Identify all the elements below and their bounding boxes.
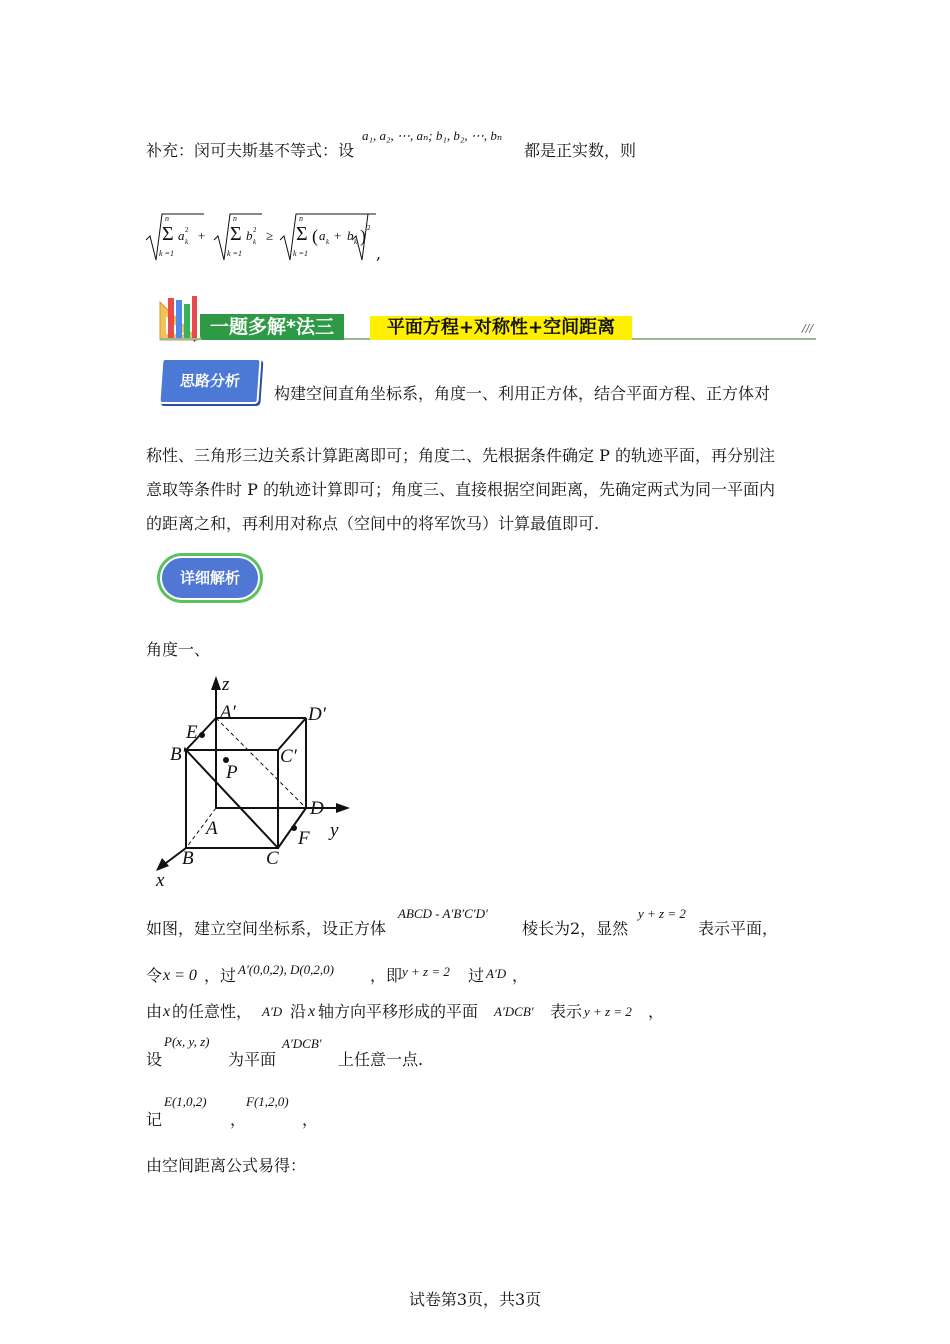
svg-text:k: k — [326, 238, 330, 246]
line4-text-c: 上任意一点. — [338, 1050, 424, 1069]
svg-text:k: k — [354, 238, 358, 246]
line5-text-a: 记 — [146, 1110, 163, 1129]
supplement-lead: 补充：闵可夫斯基不等式：设 — [146, 141, 355, 160]
line3-plane: A′DCB′ — [494, 1004, 534, 1019]
detail-tag: 详细解析 — [160, 556, 260, 600]
line3-text-e: 表示 — [550, 1002, 583, 1021]
line4-plane: A′DCB′ — [282, 1036, 322, 1051]
line3-text-d: 轴方向平移形成的平面 — [318, 1002, 479, 1021]
line2-text-a: 令 — [146, 966, 163, 985]
svg-text:Σ: Σ — [230, 223, 242, 245]
label-f: F — [298, 828, 310, 849]
svg-text:k: k — [253, 238, 257, 246]
line3-text-a: 由 — [146, 1002, 163, 1021]
banner-topic: 平面方程+对称性+空间距离 — [370, 316, 632, 340]
analysis-line-1: 构建空间直角坐标系，角度一、利用正方体，结合平面方程、正方体对 — [274, 384, 771, 403]
line5-point-f: F(1,2,0) — [246, 1094, 289, 1109]
line2-equation: y + z = 2 — [402, 964, 450, 979]
svg-text:≥: ≥ — [266, 228, 274, 243]
label-c-prime: C′ — [280, 746, 297, 767]
analysis-line-2: 称性、三角形三边关系计算距离即可；角度二、先根据条件确定 P 的轨迹平面，再分别注 — [146, 446, 775, 465]
label-d: D — [310, 798, 324, 819]
line6-text: 由空间距离公式易得： — [146, 1156, 307, 1175]
svg-text:Σ: Σ — [296, 223, 308, 245]
svg-text:+: + — [334, 228, 342, 243]
analysis-tag: 思路分析 — [158, 358, 261, 404]
cube-figure — [150, 668, 360, 890]
line3-x: x — [163, 1003, 171, 1020]
svg-text:k: k — [185, 238, 189, 246]
line3-x-axis: x — [308, 1003, 316, 1020]
label-z: z — [222, 674, 230, 695]
svg-text:b: b — [246, 228, 253, 243]
label-e: E — [186, 722, 198, 743]
line1-text-b: 棱长为2，显然 — [522, 919, 629, 938]
line3-text-c: 沿 — [290, 1002, 307, 1021]
line5-point-e: E(1,0,2) — [164, 1094, 207, 1109]
svg-text:(: ( — [312, 226, 318, 246]
line5-text-b: ， — [230, 1110, 247, 1129]
formula-comma: , — [376, 244, 382, 263]
label-b-prime: B′ — [170, 744, 186, 765]
svg-text:n: n — [233, 214, 237, 223]
line2-text-d: 过 — [468, 966, 485, 985]
analysis-line-3: 意取等条件时 P 的轨迹计算即可；角度三、直接根据空间距离，先确定两式为同一平面内 — [146, 480, 775, 499]
label-c: C — [266, 848, 279, 869]
svg-text:k =1: k =1 — [159, 249, 174, 258]
label-a-prime: A′ — [220, 702, 236, 723]
label-d-prime: D′ — [308, 704, 326, 725]
svg-text:b: b — [347, 228, 354, 243]
line1-cube: ABCD - A′B′C′D′ — [398, 906, 488, 921]
label-y: y — [330, 820, 339, 841]
svg-text:k =1: k =1 — [293, 249, 308, 258]
svg-text:+: + — [198, 228, 206, 243]
line3-segment: A′D — [262, 1004, 283, 1019]
line3-text-b: 的任意性， — [172, 1002, 253, 1021]
page-footer: 试卷第3页，共3页 — [408, 1290, 542, 1309]
svg-text:k =1: k =1 — [227, 249, 242, 258]
line2-points: A′(0,0,2), D(0,2,0) — [238, 962, 334, 977]
line3-text-f: ， — [648, 1002, 665, 1021]
line2-text-e: ， — [512, 966, 529, 985]
svg-text:2: 2 — [253, 226, 257, 234]
line3-equation: y + z = 2 — [584, 1004, 632, 1019]
analysis-line-4: 的距离之和，再利用对称点（空间中的将军饮马）计算最值即可. — [146, 514, 600, 533]
line2-segment: A′D — [486, 966, 507, 981]
svg-text:n: n — [299, 214, 303, 223]
angle-one-heading: 角度一、 — [146, 640, 211, 659]
supplement-tail: 都是正实数，则 — [524, 141, 637, 160]
label-x: x — [156, 870, 165, 890]
line4-point-p: P(x, y, z) — [164, 1034, 210, 1049]
svg-text:a: a — [178, 228, 185, 243]
line4-text-a: 设 — [146, 1050, 163, 1069]
line1-text-c: 表示平面， — [698, 919, 779, 938]
svg-text:n: n — [165, 214, 169, 223]
banner-slash: /// — [802, 322, 814, 335]
line1-text-a: 如图，建立空间坐标系，设正方体 — [146, 919, 387, 938]
svg-text:): ) — [360, 226, 366, 246]
svg-text:2: 2 — [185, 226, 189, 234]
line2-x-zero: x = 0 — [163, 967, 197, 984]
label-b: B — [182, 848, 194, 869]
minkowski-formula — [144, 206, 394, 266]
label-a: A — [206, 818, 218, 839]
banner-method: 一题多解*法三 — [200, 314, 344, 340]
line1-equation: y + z = 2 — [638, 906, 686, 921]
svg-text:2: 2 — [367, 224, 371, 232]
line2-text-c: ，即 — [370, 966, 403, 985]
supplement-sequence: a₁, a₂, ⋯, aₙ; b₁, b₂, ⋯, bₙ — [362, 128, 503, 143]
svg-text:a: a — [319, 228, 326, 243]
line5-text-c: ， — [302, 1110, 319, 1129]
line2-text-b: ，过 — [204, 966, 237, 985]
label-p: P — [226, 762, 238, 783]
analysis-body — [146, 439, 811, 541]
svg-text:Σ: Σ — [162, 223, 174, 245]
books-ruler-icon — [158, 296, 202, 342]
line4-text-b: 为平面 — [228, 1050, 277, 1069]
